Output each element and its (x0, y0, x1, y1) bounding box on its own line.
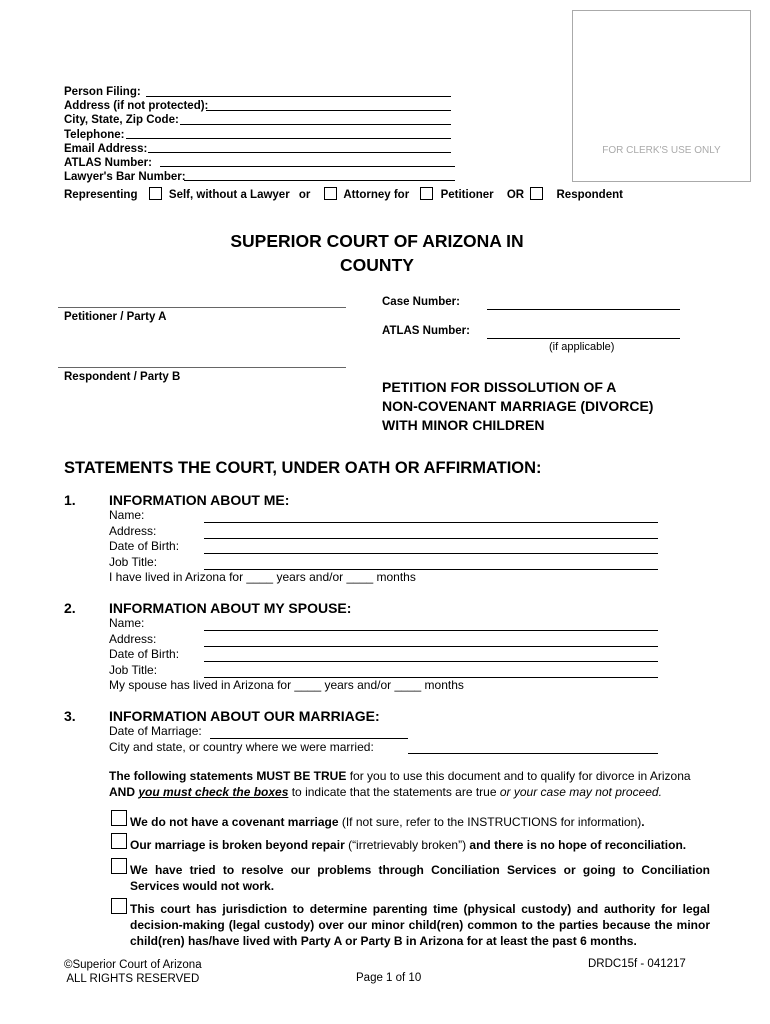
self-checkbox[interactable] (149, 187, 162, 200)
me-name-label: Name: (109, 508, 145, 522)
document-title-line2: NON-COVENANT MARRIAGE (DIVORCE) (382, 398, 654, 414)
filer-field-atlas: ATLAS Number: (64, 157, 152, 170)
filer-field-telephone: Telephone: (64, 128, 125, 141)
email-line[interactable] (148, 152, 451, 153)
me-dob-label: Date of Birth: (109, 539, 180, 553)
atlas-line[interactable] (160, 166, 455, 167)
court-title-line2: COUNTY (340, 255, 414, 275)
footer-copyright: ©Superior Court of Arizona (64, 959, 202, 971)
section-2-title: INFORMATION ABOUT MY SPOUSE: (109, 600, 352, 616)
marriage-place-label: City and state, or country where we were married: (109, 739, 374, 754)
statement-broken-tail: and there is no hope of reconciliation. (466, 838, 687, 852)
me-address-line[interactable] (204, 538, 658, 539)
me-lived-text: I have lived in Arizona for ____ years and/or ____ months (109, 570, 416, 584)
filer-field-person: Person Filing: (64, 86, 141, 98)
petitioner-label: Petitioner / Party A (64, 311, 167, 323)
marriage-place-line[interactable] (408, 753, 658, 754)
court-title (150, 229, 604, 277)
statement-conciliation: We have tried to resolve our problems through Conciliation Services or going to Conciliation Services would not work. (130, 863, 710, 893)
spouse-lived-text: My spouse has lived in Arizona for ____ years and/or ____ months (109, 678, 464, 692)
spouse-address-line[interactable] (204, 646, 658, 647)
petitioner-checkbox[interactable] (420, 187, 433, 200)
section-1-number: 1. (64, 492, 76, 508)
spouse-job-label: Job Title: (109, 662, 158, 677)
filer-field-address: Address (if not protected): (64, 100, 209, 113)
section-3-title: INFORMATION ABOUT OUR MARRIAGE: (109, 708, 380, 724)
statements-heading: STATEMENTS THE COURT, UNDER OATH OR AFFIRMATION: (64, 459, 542, 477)
filer-field-email: Email Address: (64, 142, 148, 155)
respondent-label: Respondent (556, 189, 623, 201)
statement-no-covenant (130, 814, 710, 830)
statement-broken-note: (“irretrievably broken”) (344, 838, 467, 852)
section-3-fields (109, 724, 374, 755)
footer-page-number: Page 1 of 10 (356, 972, 422, 984)
footer-form-code: DRDC15f - 041217 (588, 958, 686, 970)
if-applicable-note: (if applicable) (549, 341, 615, 353)
filer-block (64, 85, 208, 184)
respondent-checkbox[interactable] (530, 187, 543, 200)
section-2-fields (109, 616, 464, 694)
section-1-fields (109, 508, 416, 586)
intro-check-boxes: you must check the boxes (138, 785, 289, 799)
petitioner-label: Petitioner (440, 189, 494, 201)
no-covenant-checkbox[interactable] (111, 810, 127, 826)
intro-indicate-text: to indicate that the statements are true (288, 785, 500, 799)
footer-copyright-block (64, 958, 202, 986)
address-line[interactable] (206, 110, 451, 111)
court-title-line1: SUPERIOR COURT OF ARIZONA IN (230, 231, 524, 251)
intro-may-not-proceed: or your case may not proceed. (499, 785, 662, 799)
spouse-name-label: Name: (109, 616, 145, 630)
representing-label: Representing (64, 189, 138, 201)
statement-broken-marriage (130, 837, 720, 853)
section-2-number: 2. (64, 600, 76, 616)
case-number-line[interactable] (487, 309, 680, 310)
self-label: Self, without a Lawyer (168, 189, 290, 201)
statement-broken-bold: Our marriage is broken beyond repair (130, 838, 345, 852)
clerk-use-label: FOR CLERK'S USE ONLY (602, 145, 721, 156)
conciliation-checkbox[interactable] (111, 858, 127, 874)
jurisdiction-checkbox[interactable] (111, 898, 127, 914)
atlas-number-line[interactable] (487, 338, 680, 339)
spouse-dob-label: Date of Birth: (109, 647, 180, 661)
statement-no-covenant-bold: We do not have a covenant marriage (130, 815, 339, 829)
marriage-date-label: Date of Marriage: (109, 724, 202, 738)
person-filing-line[interactable] (146, 96, 451, 97)
broken-marriage-checkbox[interactable] (111, 833, 127, 849)
spouse-dob-line[interactable] (204, 661, 658, 662)
intro-paragraph (109, 768, 719, 800)
representing-row (64, 187, 623, 202)
or-label: or (298, 189, 311, 201)
petitioner-name-line[interactable] (58, 307, 346, 308)
intro-must-be-true: The following statements MUST BE TRUE (109, 769, 347, 783)
spouse-address-label: Address: (109, 631, 157, 646)
me-name-line[interactable] (204, 522, 658, 523)
spouse-name-line[interactable] (204, 630, 658, 631)
document-title (382, 378, 653, 435)
document-title-line3: WITH MINOR CHILDREN (382, 417, 545, 433)
intro-and: AND (109, 785, 139, 799)
me-job-line[interactable] (204, 569, 658, 570)
me-dob-line[interactable] (204, 553, 658, 554)
respondent-label: Respondent / Party B (64, 371, 181, 383)
intro-qualify-text: for you to use this document and to qualify for divorce in Arizona (346, 769, 691, 783)
me-address-label: Address: (109, 523, 157, 538)
section-1-title: INFORMATION ABOUT ME: (109, 492, 290, 508)
respondent-name-line[interactable] (58, 367, 346, 368)
statement-no-covenant-note: (If not sure, refer to the INSTRUCTIONS for information) (338, 815, 642, 829)
marriage-date-line[interactable] (210, 738, 408, 739)
document-title-line1: PETITION FOR DISSOLUTION OF A (382, 379, 617, 395)
telephone-line[interactable] (126, 138, 451, 139)
atlas-number-label: ATLAS Number: (382, 325, 470, 337)
me-job-label: Job Title: (109, 554, 158, 569)
filer-field-city: City, State, Zip Code: (64, 114, 179, 127)
spouse-job-line[interactable] (204, 677, 658, 678)
statement-jurisdiction: This court has jurisdiction to determine parenting time (physical custody) and authority for legal decision-making (legal custody) over our minor child(ren) common to the parties because the minor child(ren) has/have lived with Party A or Party B in Arizona for at least the past 6 months. (130, 902, 710, 948)
section-3-number: 3. (64, 708, 76, 724)
attorney-label: Attorney for (343, 189, 410, 201)
bar-number-line[interactable] (184, 180, 455, 181)
city-line[interactable] (180, 124, 451, 125)
or-label-2: OR (506, 189, 525, 201)
case-number-label: Case Number: (382, 296, 460, 308)
footer-rights: ALL RIGHTS RESERVED (66, 973, 200, 985)
statement-no-covenant-tail: . (641, 815, 645, 829)
filer-field-bar-number: Lawyer's Bar Number: (64, 171, 186, 184)
clerk-use-box (572, 10, 751, 182)
attorney-checkbox[interactable] (324, 187, 337, 200)
